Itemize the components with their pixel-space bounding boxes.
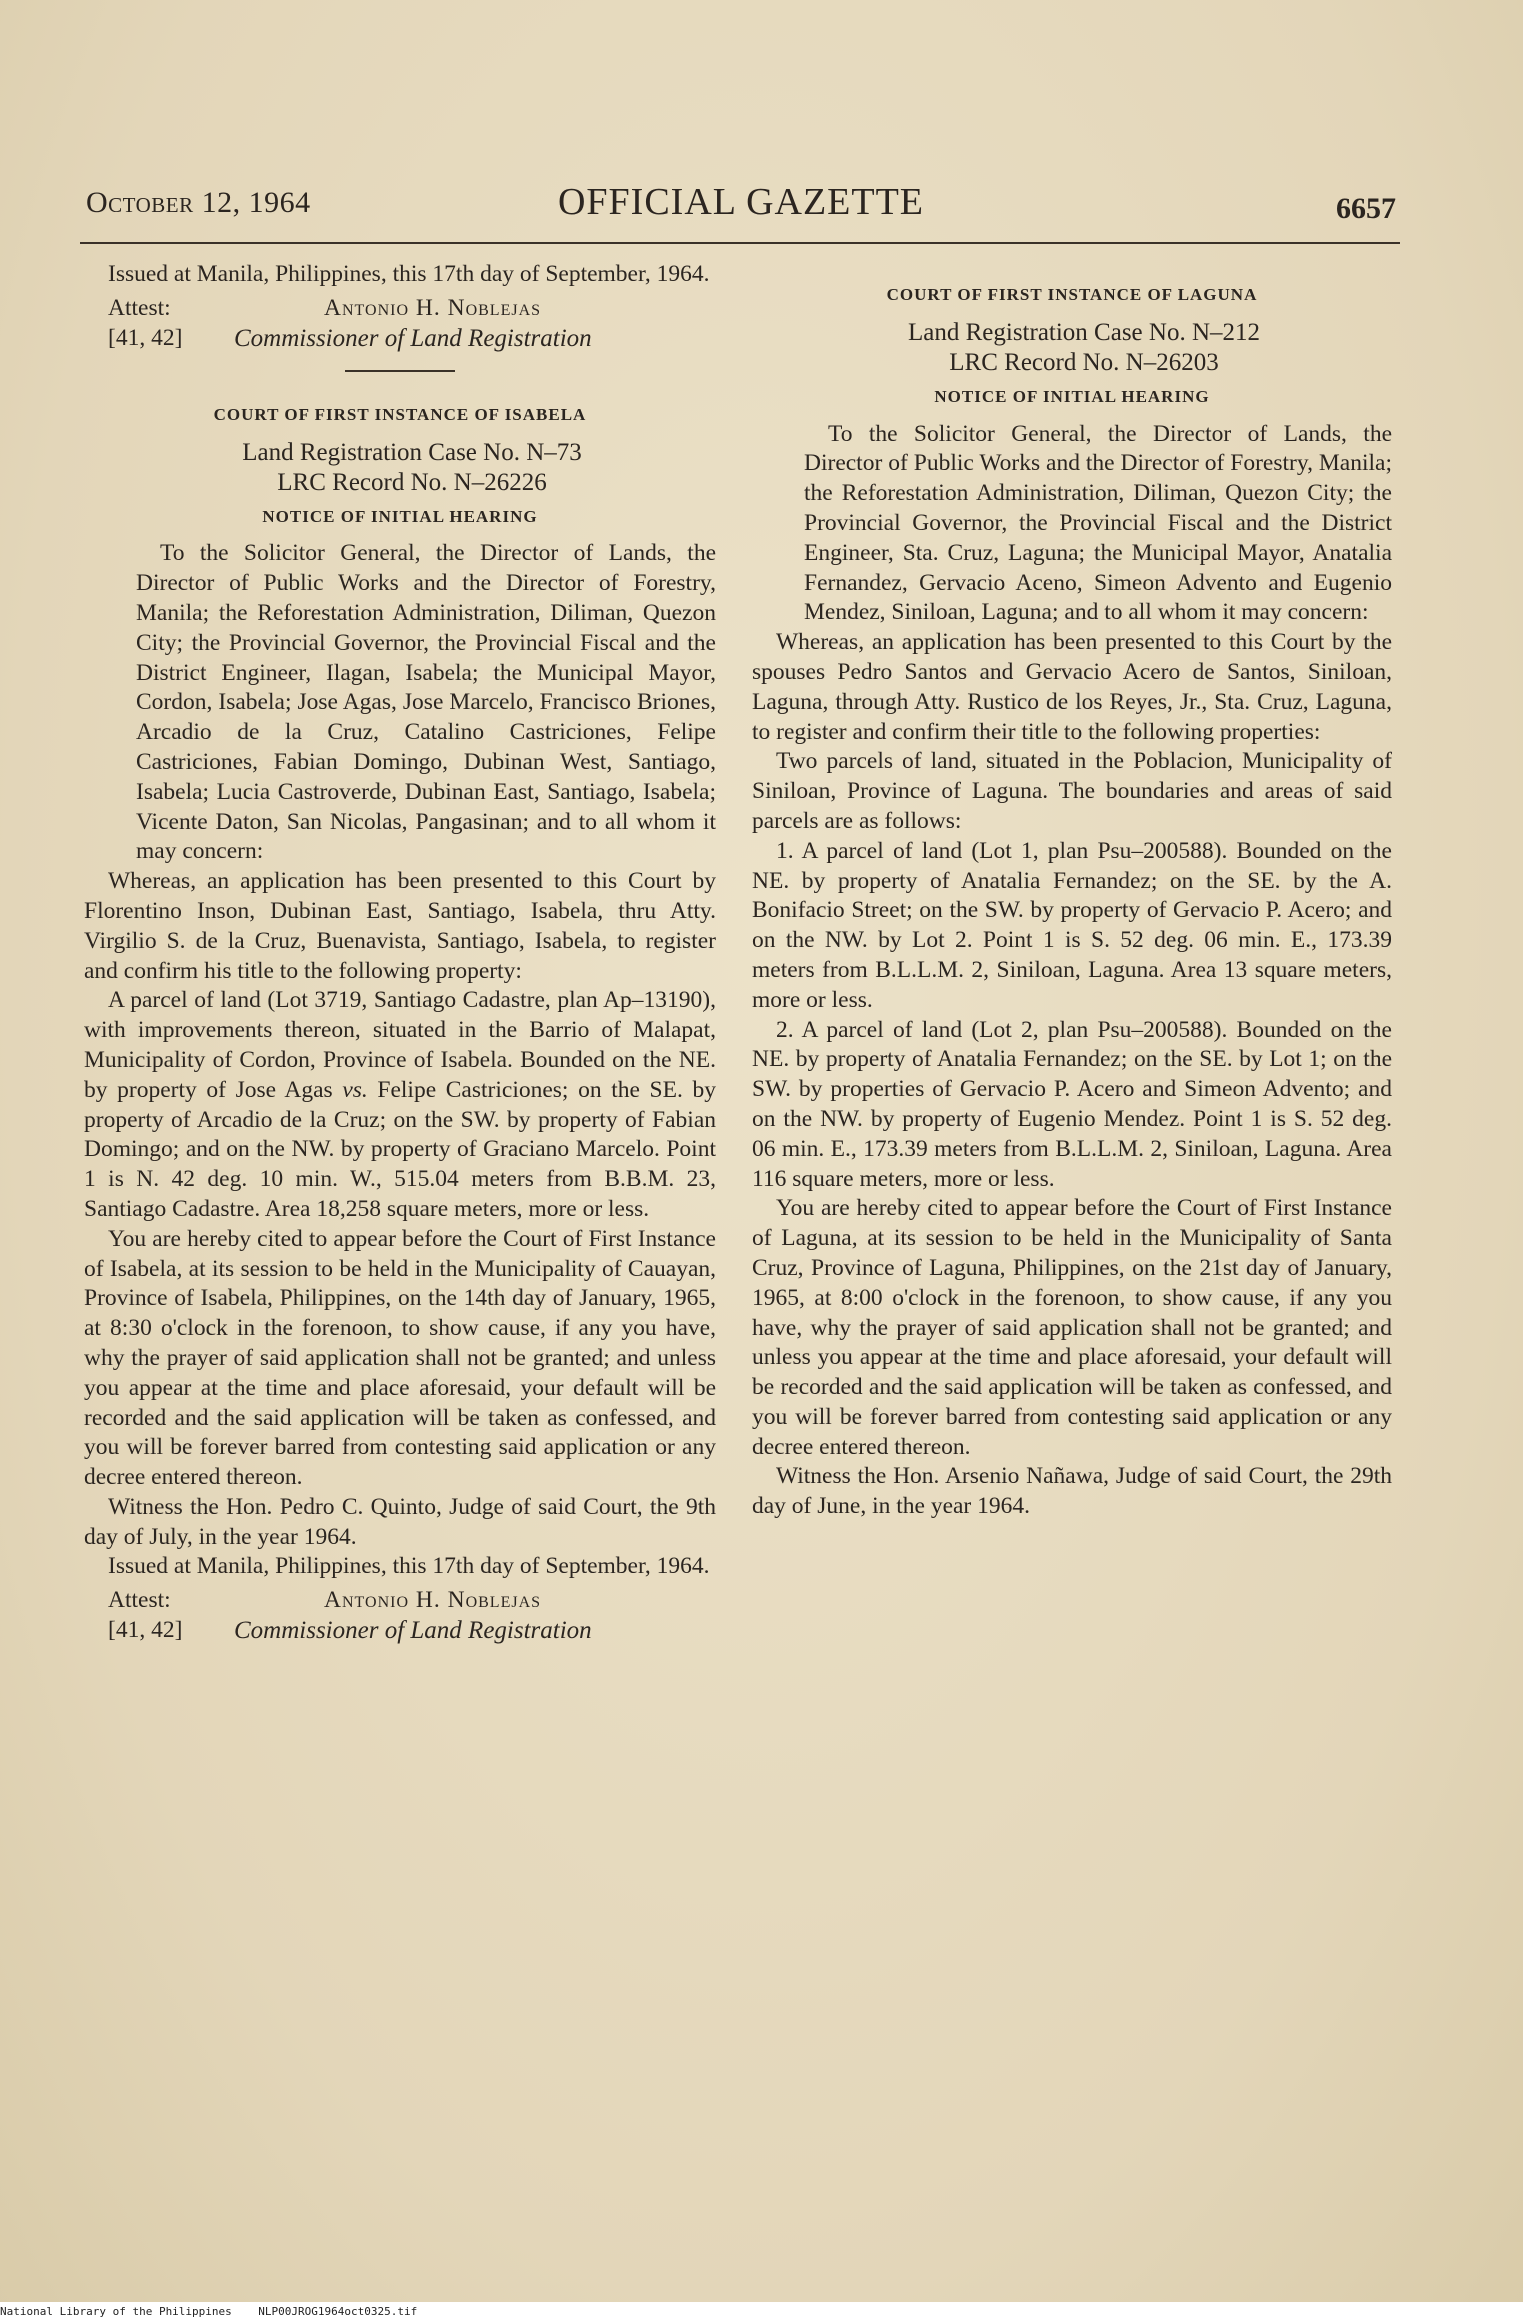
left-top-signature [84,324,716,356]
right-whereas: Whereas, an application has been presented to this Court by the spouses Pedro Santos and Gervacio Acero de Santos, Siniloan, Laguna, through Atty. Rustico de los Reyes, Jr., Sta. Cruz, Laguna, to register and confirm their title to the following properties: [752,629,1392,745]
left-notice-heading: NOTICE OF INITIAL HEARING [262,506,538,526]
right-notice-heading: NOTICE OF INITIAL HEARING [934,386,1210,406]
attest-label: Attest: [108,294,171,321]
right-case-number: Land Registration Case No. N–212 [907,318,1261,346]
right-witness: Witness the Hon. Arsenio Nañawa, Judge of said Court, the 29th day of June, in the year 1964. [752,1463,1392,1520]
footer-file: NLP00JROG1964oct0325.tif [258,2305,418,2318]
left-parcel-description [84,986,716,1224]
scan-footer [0,2302,1523,2321]
parcel-text-a: A parcel of land (Lot 3719, Santiago Cadastre, plan Ap–13190), with improvements thereon, situated in the Barrio of Malapat, Municipality of Cordon, Province of Isabela. Bounded on the NE. by property of Jose Agas [84,987,716,1103]
left-lrc-record: LRC Record No. N–26226 [277,468,547,496]
right-parcel-2: 2. A parcel of land (Lot 2, plan Psu–200588). Bounded on the NE. by property of Anatalia Fernandez; on the SE. by Lot 1; on the SW. by properties of Gervacio P. Acero and Simeon Advento; and on the NW. by property of Eugenio Mendez. Point 1 is S. 52 deg. 06 min. E., 173.39 meters from B.L.L.M. 2, Siniloan, Laguna. Area 116 square meters, more or less. [752,1016,1392,1192]
attest-title: Commissioner of Land Registration [234,324,592,352]
right-two-parcels: Two parcels of land, situated in the Poblacion, Municipality of Siniloan, Province of Laguna. The boundaries and areas of said parcels are as follows: [752,748,1392,834]
right-column [752,260,1392,1522]
left-case-number: Land Registration Case No. N–73 [242,438,582,466]
right-address: To the Solicitor General, the Director of Lands, the Director of Public Works and the Director of Forestry, Manila; the Reforestation Administration, Diliman, Quezon City; the Provincial Governor, the Provincial Fiscal and the District Engineer, Sta. Cruz, Laguna; the Municipal Mayor, Anatalia Fernandez, Gervacio Aceno, Simeon Advento and Eugenio Mendez, Siniloan, Laguna; and to all whom it may concern: [804,420,1392,626]
left-top-issued: Issued at Manila, Philippines, this 17th day of September, 1964. [108,261,710,287]
reference-number: [41, 42] [108,1617,183,1644]
attest-name: Antonio H. Noblejas [324,1587,542,1614]
header-page-number: 6657 [1336,192,1396,225]
footer-source: National Library of the Philippines [0,2305,232,2318]
attest-label: Attest: [108,1587,171,1614]
left-whereas: Whereas, an application has been presented to this Court by Florentino Inson, Dubinan East, Santiago, Isabela, thru Atty. Virgilio S. de la Cruz, Buenavista, Santiago, Isabela, to register and confirm his title to the following property: [84,868,716,984]
left-witness: Witness the Hon. Pedro C. Quinto, Judge of said Court, the 9th day of July, in the year 1964. [84,1493,716,1550]
right-court-heading: COURT OF FIRST INSTANCE OF LAGUNA [886,285,1258,304]
header-date: October 12, 1964 [86,186,311,219]
reference-number: [41, 42] [108,324,183,351]
parcel-text-b: Felipe Castriciones; on the SE. by property of Arcadio de la Cruz; on the SW. by property of Fabian Domingo; and on the NW. by property of Graciano Marcelo. Point 1 is N. 42 deg. 10 min. W., 515.04 meters from B.B.M. 23, Santiago Cadastre. Area 18,258 square meters, more or less. [84,1076,716,1222]
left-column [84,260,716,1648]
left-signature [84,1616,716,1648]
right-lrc-record: LRC Record No. N–26203 [949,348,1219,376]
header-title: OFFICIAL GAZETTE [557,181,925,223]
left-attest [84,1586,716,1616]
right-cited: You are hereby cited to appear before the Court of First Instance of Laguna, at its session to be held in the Municipality of Santa Cruz, Province of Laguna, Philippines, on the 21st day of January, 1965, at 8:00 o'clock in the forenoon, to show cause, if any you have, why the prayer of said application shall not be granted; and unless you appear at the time and place aforesaid, your default will be recorded and the said application will be taken as confessed, and you will be forever barred from contesting said application or any decree entered thereon. [752,1195,1392,1460]
right-parcel-1: 1. A parcel of land (Lot 1, plan Psu–200588). Bounded on the NE. by property of Anatalia Fernandez; on the SE. by the A. Bonifacio Street; on the SW. by property of Gervacio P. Acero; and on the NW. by Lot 2. Point 1 is S. 52 deg. 06 min. E., 173.39 meters from B.L.L.M. 2, Siniloan, Laguna. Area 13 square meters, more or less. [752,837,1392,1013]
section-separator [345,370,455,372]
left-court-heading: COURT OF FIRST INSTANCE OF ISABELA [213,404,587,424]
left-address: To the Solicitor General, the Director of Lands, the Director of Public Works and the Director of Forestry, Manila; the Reforestation Administration, Diliman, Quezon City; the Provincial Governor, the Provincial Fiscal and the District Engineer, Ilagan, Isabela; the Municipal Mayor, Cordon, Isabela; Jose Agas, Jose Marcelo, Francisco Briones, Arcadio de la Cruz, Catalino Castriciones, Felipe Castriciones, Fabian Domingo, Dubinan West, Santiago, Isabela; Lucia Castroverde, Dubinan East, Santiago, Isabela; Vicente Daton, San Nicolas, Pangasinan; and to all whom it may concern: [136,540,716,865]
header-rule [80,242,1400,244]
attest-name: Antonio H. Noblejas [324,294,542,321]
attest-title: Commissioner of Land Registration [234,1617,592,1645]
left-cited: You are hereby cited to appear before the Court of First Instance of Isabela, at its session to be held in the Municipality of Cauayan, Province of Isabela, Philippines, on the 14th day of January, 1965, at 8:30 o'clock in the forenoon, to show cause, if any you have, why the prayer of said application shall not be granted; and unless you appear at the time and place aforesaid, your default will be recorded and the said application will be taken as confessed, and you will be forever barred from contesting said application or any decree entered thereon. [84,1225,716,1491]
left-issued: Issued at Manila, Philippines, this 17th day of September, 1964. [108,1553,710,1580]
page-header [86,180,1396,230]
left-top-attest [84,294,716,324]
parcel-vs: vs. [342,1076,368,1103]
